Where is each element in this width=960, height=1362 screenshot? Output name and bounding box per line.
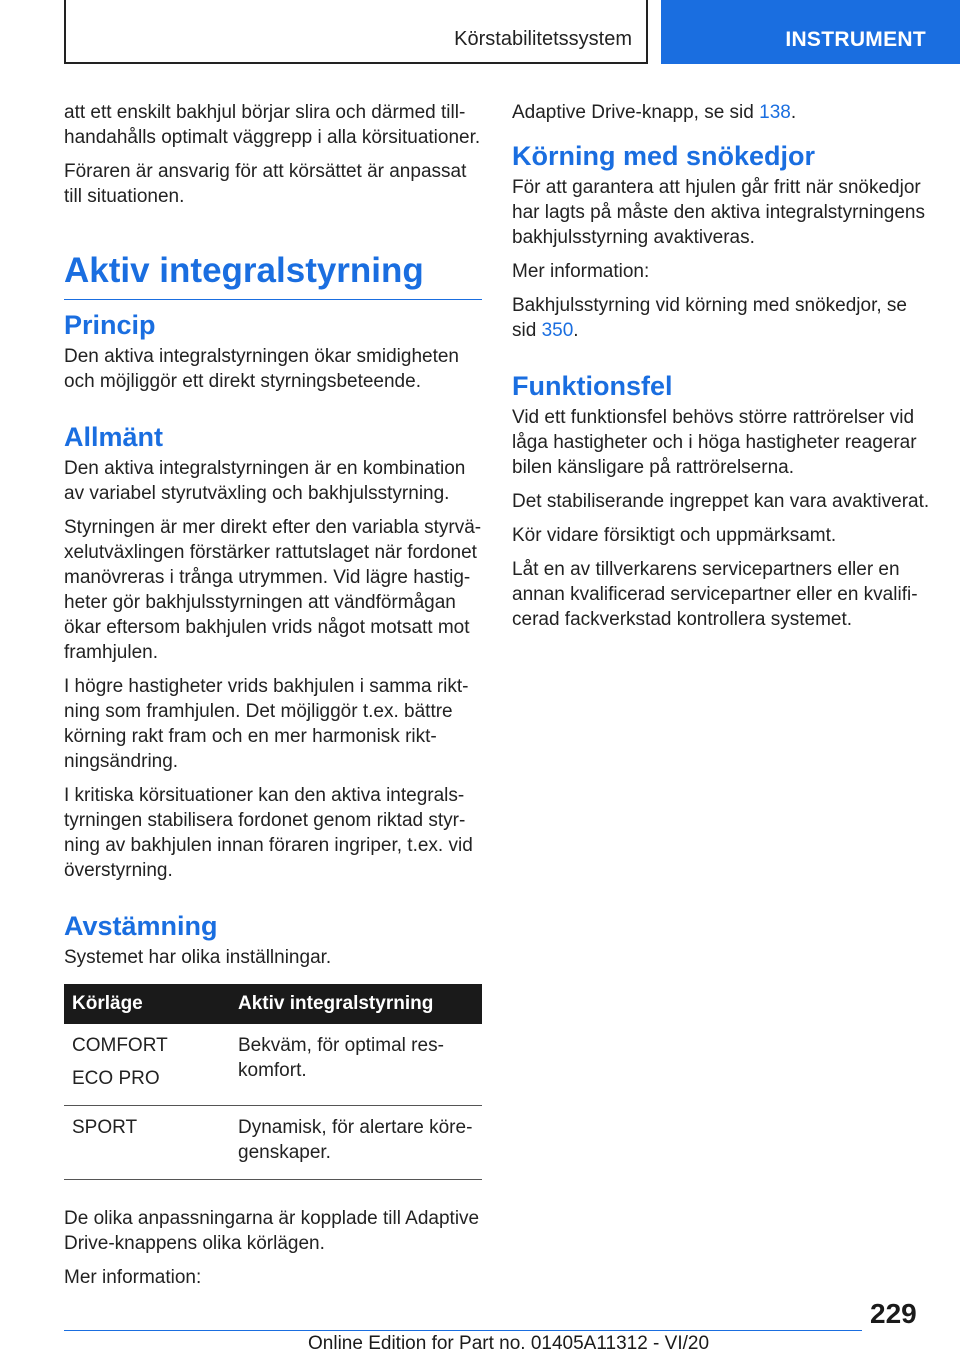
paragraph: Vid ett funktionsfel behövs större rattrörelser vid låga hastigheter och i höga hastigheter reagerar bilen känsligare på rattrörelserna. (512, 407, 917, 478)
paragraph (512, 293, 932, 343)
text: Adaptive Drive-knapp, se sid (512, 102, 760, 123)
section-heading: Aktiv integralstyrning (64, 251, 482, 300)
paragraph: att ett enskilt bakhjul börjar slira och därmed till-handahålls optimalt väggrepp i alla körsituationer. (64, 102, 481, 148)
footer-edition (308, 1333, 709, 1355)
text: . (573, 320, 579, 341)
paragraph: I kritiska körsituationer kan den aktiva integrals-tyrningen stabilisera fordonet genom riktad styr-ning av bakhjulen innan föraren ingriper, t.ex. vid överstyrning. (64, 785, 473, 881)
header-chapter-title: INSTRUMENT (785, 28, 926, 51)
paragraph: Den aktiva integralstyrningen är en kombination av variabel styrutväxling och bakhjulsstyrning. (64, 458, 466, 504)
mode-label: SPORT (72, 1117, 138, 1138)
subheading-snow-chains: Körning med snökedjor (512, 141, 816, 171)
table-cell-desc: Dynamisk, för alertare köre-genskaper. (230, 1106, 482, 1180)
header-section-title: Körstabilitetssystem (454, 28, 632, 50)
subheading-malfunction: Funktionsfel (512, 371, 673, 401)
paragraph (512, 100, 932, 125)
page-link[interactable]: 138 (759, 102, 791, 123)
table-row (64, 1106, 482, 1180)
paragraph: Det stabiliserande ingreppet kan vara avaktiverat. (512, 491, 930, 512)
header-section-box (64, 0, 648, 64)
mode-label: COMFORT (72, 1035, 168, 1056)
footer-divider (64, 1330, 862, 1331)
page-link[interactable]: 350 (541, 320, 574, 341)
paragraph: Den aktiva integralstyrningen ökar smidigheten och möjliggör ett direkt styrningsbeteende. (64, 346, 459, 392)
subheading-princip: Princip (64, 310, 156, 340)
header-chapter-tab[interactable] (661, 0, 960, 64)
table-cell-desc: Bekväm, för optimal res-komfort. (230, 1024, 482, 1106)
paragraph: Systemet har olika inställningar. (64, 947, 332, 968)
page-number: 229 (870, 1298, 917, 1329)
subheading-avstamning: Avstämning (64, 911, 218, 941)
table-header-cell: Aktiv integralstyrning (230, 984, 482, 1024)
text: . (790, 102, 797, 123)
table-cell-mode (64, 1106, 230, 1180)
text: Bakhjulsstyrning vid körning med snökedjor, se sid (512, 295, 907, 341)
settings-table (64, 984, 482, 1180)
table-header-cell: Körläge (64, 984, 230, 1024)
table-row (64, 1024, 482, 1106)
paragraph: De olika anpassningarna är kopplade till Adaptive Drive-knappens olika körlägen. (64, 1208, 480, 1254)
paragraph: I högre hastigheter vrids bakhjulen i samma rikt-ning som framhjulen. Det möjliggör t.ex. bättre körning rakt fram och en mer harmonisk rikt-ningsändring. (64, 676, 469, 772)
table-cell-mode (64, 1024, 230, 1106)
left-column (64, 100, 482, 1299)
paragraph: Föraren är ansvarig för att körsättet är anpassat till situationen. (64, 161, 467, 207)
paragraph: För att garantera att hjulen går fritt när snökedjor har lagts på måste den aktiva integralstyrningens bakhjulsstyrning avaktiveras. (512, 177, 925, 248)
subheading-allmant: Allmänt (64, 422, 164, 452)
right-column (512, 100, 932, 641)
mode-label: ECO PRO (72, 1068, 160, 1089)
footer-edition-text: Online Edition for Part no. 01405A11312 - VI/20 (308, 1333, 710, 1354)
paragraph: Kör vidare försiktigt och uppmärksamt. (512, 525, 837, 546)
paragraph: Låt en av tillverkarens servicepartners eller en annan kvalificerad servicepartner eller en kvalifi-cerad fackverkstad kontrollera systemet. (512, 559, 918, 630)
table-header-row (64, 984, 482, 1024)
paragraph: Mer information: (512, 261, 650, 282)
paragraph: Styrningen är mer direkt efter den variabla styrvä-xelutväxlingen förstärker rattutslaget när fordonet manövreras i trånga utrymmen. Vid lägre hastig-heter gör bakhjulsstyrningen att vändförmågan ökar eftersom bakhjulen vrids något motsatt mot framhjulen. (64, 517, 482, 663)
paragraph: Mer information: (64, 1267, 202, 1288)
